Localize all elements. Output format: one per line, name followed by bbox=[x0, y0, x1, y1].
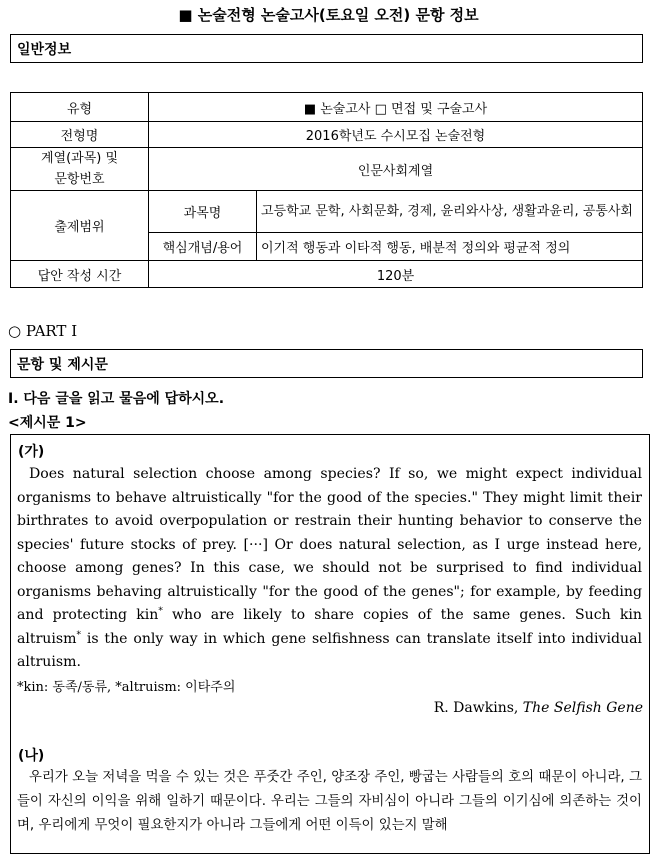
passage-ga-label: (가) bbox=[18, 444, 45, 460]
passage-ga-text-c: is the only way in which gene selfishness can translate itself into individual altruism. bbox=[17, 630, 642, 670]
subject-label: 과목명 bbox=[149, 191, 257, 233]
field-label bbox=[11, 148, 149, 191]
passage-na-text: 우리가 오늘 저녁을 먹을 수 있는 것은 푸줏간 주인, 양조장 주인, 빵굽는 사람들의 호의 때문이 아니라, 그들이 자신의 이익을 위해 일하기 때문이다. 우리는 그들의 자비심이 아니라 그들의 이기심에 의존하는 것이며, 우리에게 무엇이 필요한지가 아니라 그들에게 어떤 이득이 있는지 말해 bbox=[17, 770, 642, 833]
footnote: *kin: 동족/동류, *altruism: 이타주의 bbox=[17, 680, 236, 695]
time-value: 120분 bbox=[149, 261, 643, 288]
info-table bbox=[10, 92, 643, 288]
field-value: 인문사회계열 bbox=[149, 148, 643, 191]
subject-value: 고등학교 문학, 사회문화, 경제, 윤리와사상, 생활과윤리, 공통사회 bbox=[257, 191, 643, 233]
concept-value: 이기적 행동과 이타적 행동, 배분적 정의와 평균적 정의 bbox=[257, 233, 643, 261]
scope-label: 출제범위 bbox=[11, 191, 149, 261]
passage-label: <제시문 1> bbox=[8, 415, 87, 431]
general-info-header: 일반정보 bbox=[10, 34, 643, 63]
type-value: ■ 논술고사 □ 면접 및 구술고사 bbox=[149, 93, 643, 122]
field-label-line2: 문항번호 bbox=[54, 172, 105, 187]
field-label-line1: 계열(과목) 및 bbox=[40, 151, 119, 166]
kin-footnote-marker: * bbox=[158, 606, 163, 617]
time-label: 답안 작성 시간 bbox=[11, 261, 149, 288]
instruction: I. 다음 글을 읽고 물음에 답하시오. bbox=[8, 391, 225, 407]
exam-name-value: 2016학년도 수시모집 논술전형 bbox=[149, 122, 643, 148]
part-heading: ○ PART I bbox=[8, 322, 78, 340]
passage-ga-text-a: Does natural selection choose among species? If so, we might expect individual organisms to behave altruistically "for the good of the species." They might limit their birthrates to avoid overpopulation or restrain their hunting behavior to conserve the species' future stocks of prey. [···] Or does natural selection, as I urge instead here, choose among genes? In this case, we should not be surprised to find individual organisms behaving altruistically "for the good of the genes"; for example, by feeding and protecting kin bbox=[17, 466, 642, 623]
question-header: 문항 및 제시문 bbox=[10, 349, 643, 378]
page-title: ■ 논술전형 논술고사(토요일 오전) 문항 정보 bbox=[178, 6, 479, 24]
type-label: 유형 bbox=[11, 93, 149, 122]
citation bbox=[434, 700, 643, 716]
citation-author: R. Dawkins, bbox=[433, 700, 523, 716]
exam-name-label: 전형명 bbox=[11, 122, 149, 148]
concept-label: 핵심개념/용어 bbox=[149, 233, 257, 261]
passage-na-label: (나) bbox=[18, 748, 45, 764]
citation-title: The Selfish Gene bbox=[522, 700, 643, 716]
passage-ga-text bbox=[17, 463, 642, 675]
altruism-footnote-marker: * bbox=[76, 629, 81, 640]
passage-ga-text-b: who are likely to share copies of the same genes. Such kin altruism bbox=[17, 607, 642, 647]
